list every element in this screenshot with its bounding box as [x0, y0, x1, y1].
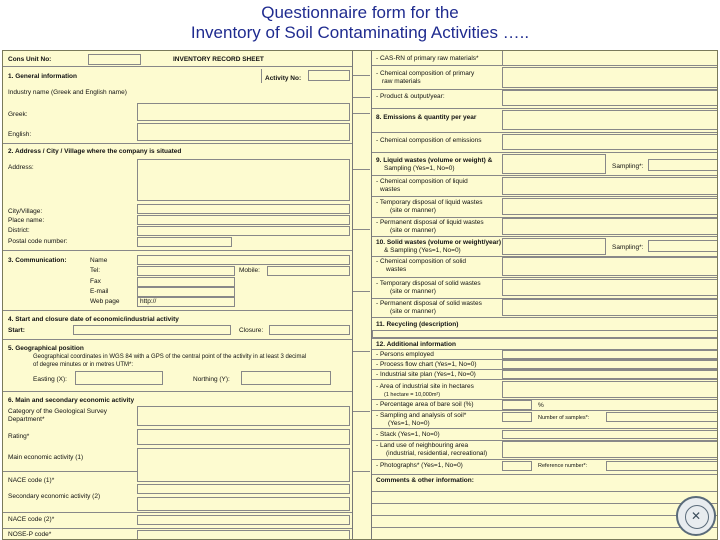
chem-emissions-label: - Chemical composition of emissions [376, 137, 482, 144]
perm-liquid-label-1: - Permanent disposal of liquid wastes [376, 219, 484, 226]
section-recycling: 11. Recycling (description) [376, 321, 459, 328]
category-field[interactable] [137, 406, 350, 426]
land-use-label-2: (industrial, residential, recreational) [386, 450, 488, 457]
address-label: Address: [8, 164, 34, 171]
chem-solid-label-1: - Chemical composition of solid [376, 258, 466, 265]
section-communication: 3. Communication: [8, 257, 67, 264]
perm-solid-field[interactable] [502, 299, 718, 316]
district-field[interactable] [137, 226, 350, 236]
category-label-line-2: Department* [8, 416, 45, 423]
left-column [3, 51, 353, 539]
cons-unit-label: Cons Unit No: [8, 56, 52, 63]
liquid-sampling-label: Sampling*: [612, 163, 644, 170]
contact-name-label: Name [90, 257, 108, 264]
temp-liquid-label-2: (site or manner) [390, 207, 436, 214]
section-liquid-wastes-2: Sampling (Yes=1, No=0) [384, 165, 455, 172]
contact-name-field[interactable] [137, 255, 350, 265]
perm-solid-label-2: (site or manner) [390, 308, 436, 315]
product-output-field[interactable] [502, 90, 718, 106]
process-flow-field[interactable] [502, 360, 718, 369]
tel-field[interactable] [137, 266, 235, 276]
page-title [0, 3, 720, 43]
recycling-field[interactable] [372, 330, 718, 338]
num-samples-label: Number of samples*: [538, 415, 590, 421]
comments-label: Comments & other information: [376, 477, 474, 484]
email-label: E-mail [90, 288, 109, 295]
secondary-activity-field[interactable] [137, 497, 350, 511]
web-page-value: http:// [140, 298, 157, 305]
place-field[interactable] [137, 215, 350, 225]
solid-sampling-label: Sampling*: [612, 244, 644, 251]
geo-description-line-1: Geographical coordinates in WGS 84 with a GPS of the central point of the activity in at least 3 decimal [33, 354, 307, 360]
section-solid-wastes-2: & Sampling (Yes=1, No=0) [384, 247, 461, 254]
photographs-field[interactable] [502, 461, 532, 471]
northing-field[interactable] [241, 371, 331, 385]
chem-solid-label-2: wastes [386, 266, 407, 273]
temp-solid-label-2: (site or manner) [390, 288, 436, 295]
right-column [371, 51, 718, 539]
chem-solid-field[interactable] [502, 257, 718, 276]
liquid-wastes-field[interactable] [502, 154, 606, 174]
activity-no-label: Activity No: [265, 75, 302, 82]
easting-label: Easting (X): [33, 376, 67, 383]
title-line-2: Inventory of Soil Contaminating Activities ….. [190, 23, 530, 42]
area-label-2: (1 hectare = 10,000m²) [384, 392, 441, 398]
tel-label: Tel: [90, 267, 101, 274]
english-name-field[interactable] [137, 123, 350, 141]
greek-label: Greek: [8, 111, 28, 118]
place-label: Place name: [8, 217, 45, 224]
postal-code-label: Postal code number: [8, 238, 68, 245]
percent-sign: % [538, 402, 544, 409]
temp-solid-label-1: - Temporary disposal of solid wastes [376, 280, 481, 287]
perm-liquid-label-2: (site or manner) [390, 227, 436, 234]
bare-soil-label: - Percentage area of bare soil (%) [376, 401, 474, 408]
nace-code-1-label: NACE code (1)* [8, 477, 55, 484]
main-activity-label: Main economic activity (1) [8, 454, 84, 461]
emissions-field[interactable] [502, 110, 718, 130]
photographs-label: - Photographs* (Yes=1, No=0) [376, 462, 463, 469]
chem-primary-field[interactable] [502, 67, 718, 88]
email-field[interactable] [137, 287, 235, 297]
solid-sampling-field[interactable] [648, 240, 718, 252]
soil-sampling-label-2: (Yes=1, No=0) [388, 420, 430, 427]
persons-employed-field[interactable] [502, 350, 718, 359]
section-general-information: 1. General information [8, 73, 77, 80]
fax-field[interactable] [137, 277, 235, 287]
area-field[interactable] [502, 381, 718, 398]
geo-description-line-2: of degree minutes or in metres UTM*: [33, 362, 134, 368]
chem-liquid-label-2: wastes [380, 186, 401, 193]
northing-label: Northing (Y): [193, 376, 230, 383]
start-label: Start: [8, 327, 25, 334]
chem-liquid-label-1: - Chemical composition of liquid [376, 178, 468, 185]
mobile-label: Mobile: [239, 267, 260, 274]
category-label-line-1: Category of the Geological Survey [8, 408, 107, 415]
persons-employed-label: - Persons employed [376, 351, 434, 358]
section-emissions: 8. Emissions & quantity per year [376, 114, 477, 121]
industry-name-label: Industry name (Greek and English name) [8, 89, 127, 96]
perm-liquid-field[interactable] [502, 218, 718, 235]
site-plan-label: - Industrial site plan (Yes=1, No=0) [376, 371, 476, 378]
chem-emissions-field[interactable] [502, 134, 718, 150]
nose-p-code-field[interactable] [137, 530, 350, 540]
num-samples-field[interactable] [606, 412, 718, 422]
sheet-title: INVENTORY RECORD SHEET [173, 56, 264, 63]
liquid-sampling-field[interactable] [648, 159, 718, 171]
soil-sampling-label-1: - Sampling and analysis of soil* [376, 412, 467, 419]
chem-liquid-field[interactable] [502, 177, 718, 195]
city-label: City/Village: [8, 208, 43, 215]
nose-p-code-label: NOSE-P code* [8, 531, 52, 538]
land-use-field[interactable] [502, 441, 718, 458]
inventory-record-sheet [2, 50, 718, 540]
section-solid-wastes-1: 10. Solid wastes (volume or weight/year) [376, 239, 501, 246]
mobile-field[interactable] [267, 266, 350, 276]
activity-no-field[interactable] [308, 70, 350, 81]
english-label: English: [8, 131, 32, 138]
process-flow-label: - Process flow chart (Yes=1, No=0) [376, 361, 477, 368]
nace-code-2-label: NACE code (2)* [8, 516, 55, 523]
temp-solid-field[interactable] [502, 279, 718, 296]
secondary-activity-label: Secondary economic activity (2) [8, 493, 101, 500]
stack-field[interactable] [502, 430, 718, 439]
district-label: District: [8, 227, 30, 234]
cons-unit-field[interactable] [88, 54, 141, 65]
column-gutter [353, 51, 370, 539]
easting-field[interactable] [75, 371, 163, 385]
product-output-label: - Product & output/year: [376, 93, 445, 100]
greek-name-field[interactable] [137, 103, 350, 121]
cas-rn-label: - CAS-RN of primary raw materials* [376, 55, 479, 62]
rating-field[interactable] [137, 429, 350, 445]
postal-code-field[interactable] [137, 237, 232, 247]
section-liquid-wastes-1: 9. Liquid wastes (volume or weight) & [376, 157, 493, 164]
chem-primary-label-2: raw materials [382, 78, 421, 85]
address-field[interactable] [137, 159, 350, 201]
bare-soil-field[interactable] [502, 400, 532, 410]
perm-solid-label-1: - Permanent disposal of solid wastes [376, 300, 482, 307]
area-label-1: - Area of industrial site in hectares [376, 383, 474, 390]
section-dates: 4. Start and closure date of economic/industrial activity [8, 316, 179, 323]
institution-seal-icon: ✕ [676, 496, 716, 536]
soil-sampling-field[interactable] [502, 412, 532, 422]
land-use-label-1: - Land use of neighbouring area [376, 442, 469, 449]
reference-number-field[interactable] [606, 461, 718, 471]
temp-liquid-label-1: - Temporary disposal of liquid wastes [376, 199, 483, 206]
stack-label: - Stack (Yes=1, No=0) [376, 431, 440, 438]
closure-label: Closure: [239, 327, 264, 334]
section-address: 2. Address / City / Village where the company is situated [8, 148, 182, 155]
nace-code-1-field[interactable] [137, 484, 350, 494]
start-date-field[interactable] [73, 325, 231, 335]
web-page-label: Web page [90, 298, 120, 305]
title-line-1: Questionnaire form for the [261, 3, 459, 22]
chem-primary-label-1: - Chemical composition of primary [376, 70, 475, 77]
rating-label: Rating* [8, 433, 30, 440]
city-field[interactable] [137, 204, 350, 214]
closure-date-field[interactable] [269, 325, 350, 335]
section-economic-activity: 6. Main and secondary economic activity [8, 397, 135, 404]
reference-number-label: Reference number*: [538, 463, 588, 469]
fax-label: Fax [90, 278, 101, 285]
section-additional-information: 12. Additional information [376, 341, 456, 348]
main-activity-field[interactable] [137, 448, 350, 482]
solid-wastes-field[interactable] [502, 238, 606, 255]
nace-code-2-field[interactable] [137, 515, 350, 525]
site-plan-field[interactable] [502, 370, 718, 379]
temp-liquid-field[interactable] [502, 198, 718, 215]
section-geographical-position: 5. Geographical position [8, 345, 84, 352]
